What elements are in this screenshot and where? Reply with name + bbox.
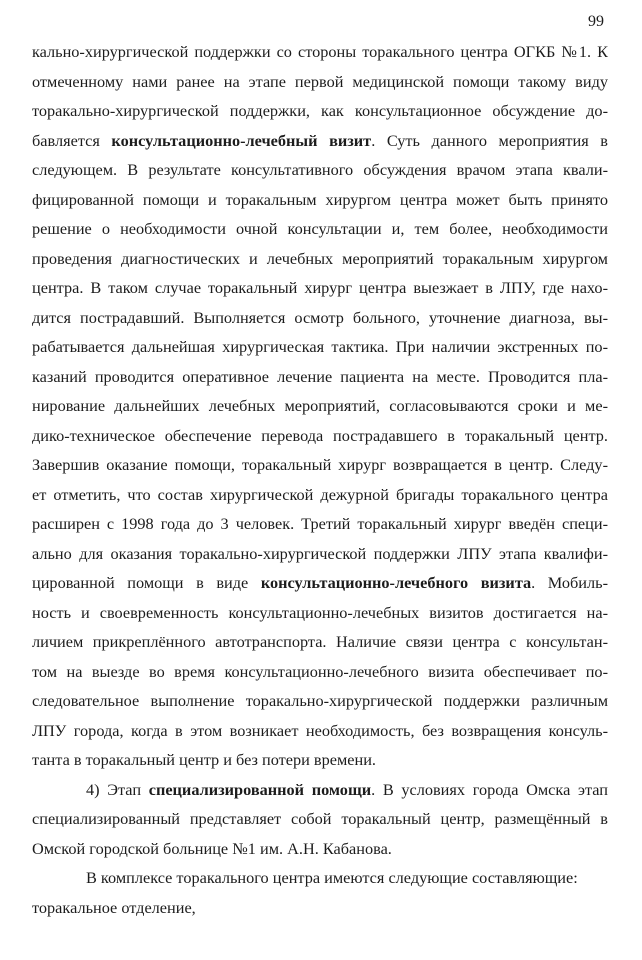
text-line: расширен с 1998 года до 3 человек. Третий торакальный хирург введён специ-: [32, 514, 608, 533]
text-line: ально для оказания торакально-хирургической поддержки ЛПУ этапа квалифи-: [32, 543, 608, 563]
text-line: Завершив оказание помощи, торакальный хирург возвращается в центр. Следу-: [32, 455, 608, 474]
text-line: 4) Этап специализированной помощи. В условиях города Омска этап: [86, 779, 608, 799]
bold-term: консультационно-лечебного визита: [260, 573, 532, 592]
text-line: фицированной помощи и торакальным хирургом центра может быть принято: [32, 189, 608, 209]
text-line: личием прикреплённого автотранспорта. Наличие связи центра с консультан-: [32, 632, 608, 651]
text-line: решение о необходимости очной консультации и, тем более, необходимости: [32, 219, 608, 238]
text-line: цированной помощи в виде консультационно-лечебного визита. Мобиль-: [32, 573, 608, 592]
text-line: бавляется консультационно-лечебный визит. Суть данного мероприятия в: [32, 130, 608, 150]
text-line: казаний проводится оперативное лечение пациента на месте. Проводится пла-: [32, 366, 608, 386]
text-line: ЛПУ города, когда в этом возникает необходимость, без возвращения консуль-: [32, 720, 608, 740]
text-line: следовательное выполнение торакально-хирургической поддержки различным: [32, 691, 608, 710]
text-line: ет отметить, что состав хирургической дежурной бригады торакального центра: [32, 484, 608, 504]
text-line: отмеченному нами ранее на этапе первой медицинской помощи такому виду: [32, 71, 608, 91]
text-line: Омской городской больнице №1 им. А.Н. Кабанова.: [32, 838, 392, 858]
text-line: торакально-хирургической поддержки, как консультационное обсуждение до-: [32, 101, 608, 120]
text-line: торакальное отделение,: [32, 897, 196, 917]
text-line: специализированный представляет собой торакальный центр, размещённый в: [32, 809, 608, 828]
text-line: дико-техническое обеспечение перевода пострадавшего в торакальный центр.: [32, 425, 608, 445]
bold-term: специализированной помощи: [148, 779, 372, 799]
text-line: нирование дальнейших лечебных мероприятий, согласовываются сроки и ме-: [32, 396, 608, 415]
text-line: ность и своевременность консультационно-лечебных визитов достигается на-: [32, 602, 608, 622]
text-line: том на выезде во время консультационно-лечебного визита обеспечивает по-: [32, 661, 608, 681]
bold-term: консультационно-лечебный визит: [111, 130, 372, 150]
text-line: центра. В таком случае торакальный хирург центра выезжает в ЛПУ, где нахо-: [32, 278, 608, 297]
text-line: рабатывается дальнейшая хирургическая тактика. При наличии экстренных по-: [32, 337, 608, 356]
text-line: дится пострадавший. Выполняется осмотр больного, уточнение диагноза, вы-: [32, 307, 608, 327]
text-line: проведения диагностических и лечебных мероприятий торакальным хирургом: [32, 248, 608, 268]
text-line: кально-хирургической поддержки со стороны торакального центра ОГКБ №1. К: [32, 42, 608, 61]
text-line: В комплексе торакального центра имеются следующие составляющие:: [86, 868, 578, 887]
page-number: 99: [588, 13, 604, 30]
text-line: танта в торакальный центр и без потери времени.: [32, 750, 376, 769]
text-line: следующем. В результате консультативного обсуждения врачом этапа квали-: [32, 160, 608, 179]
